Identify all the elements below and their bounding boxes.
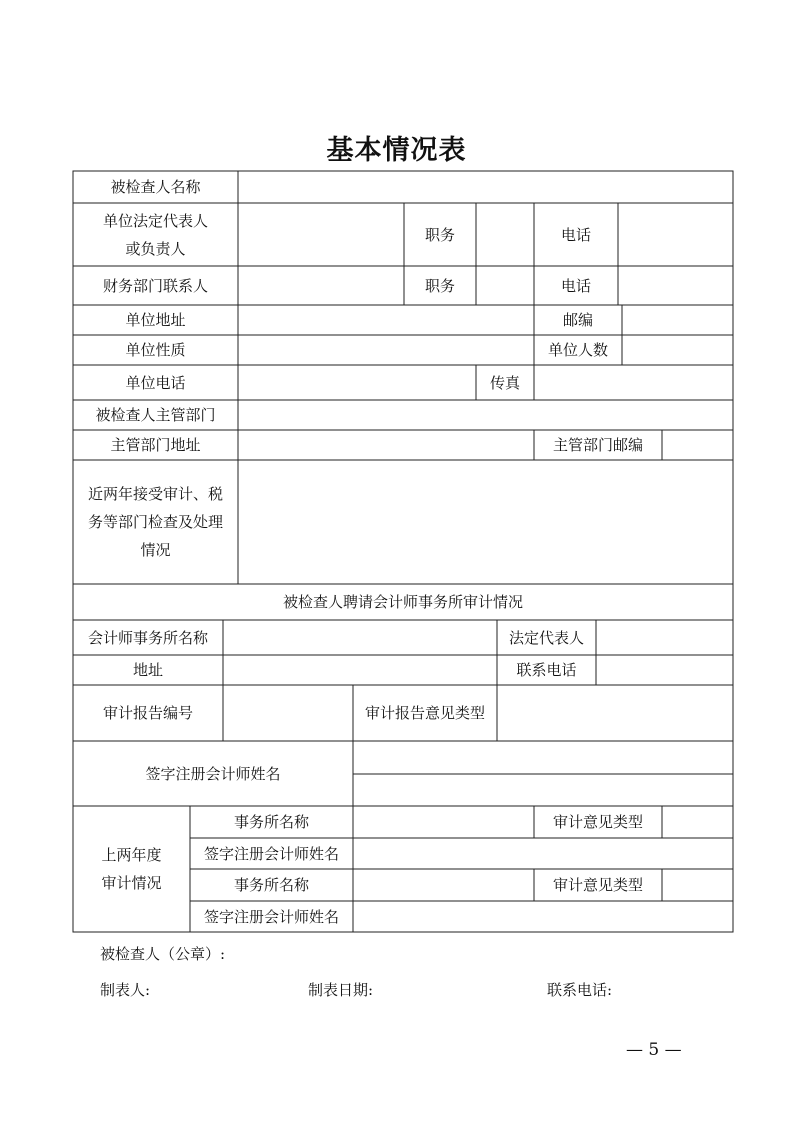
label-legal-rep-phone: 电话 — [560, 225, 591, 244]
label-inspections-line1: 近两年接受审计、税 — [87, 485, 223, 503]
label-prior-opinion-1: 审计意见类型 — [552, 813, 643, 831]
label-prior-cpa-2: 签字注册会计师姓名 — [203, 907, 339, 926]
page-title: 基本情况表 — [326, 135, 467, 166]
label-firm-contact-phone: 联系电话 — [516, 661, 577, 679]
label-firm-name: 会计师事务所名称 — [87, 628, 208, 647]
label-finance-contact: 财务部门联系人 — [102, 276, 208, 295]
audit-section-title: 被检查人聘请会计师事务所审计情况 — [282, 593, 523, 611]
label-headcount: 单位人数 — [547, 341, 608, 359]
label-prior-audit-line1: 上两年度 — [101, 846, 162, 864]
label-unit-phone: 单位电话 — [125, 373, 186, 392]
label-opinion-type: 审计报告意见类型 — [364, 704, 485, 722]
label-finance-phone: 电话 — [560, 276, 591, 295]
label-report-no: 审计报告编号 — [102, 704, 193, 722]
label-inspections-line3: 情况 — [140, 541, 171, 559]
label-legal-rep — [73, 203, 238, 266]
label-finance-position: 职务 — [424, 276, 455, 295]
label-supervisor-postcode: 主管部门邮编 — [552, 436, 643, 454]
label-prior-cpa-1: 签字注册会计师姓名 — [203, 844, 339, 863]
label-postcode: 邮编 — [562, 311, 593, 329]
label-unit-nature: 单位性质 — [125, 341, 186, 359]
label-inspected-name: 被检查人名称 — [110, 178, 201, 196]
label-inspections-line2: 务等部门检查及处理 — [87, 513, 223, 531]
label-inspections — [73, 460, 238, 584]
footer-date: 制表日期: — [308, 981, 374, 999]
label-prior-audit — [73, 806, 190, 932]
footer-phone: 联系电话: — [547, 981, 613, 999]
label-legal-rep-position: 职务 — [424, 225, 455, 244]
label-prior-firm-2: 事务所名称 — [233, 876, 309, 894]
label-legal-rep-line2: 或负责人 — [125, 239, 186, 258]
label-legal-rep-line1: 单位法定代表人 — [102, 211, 208, 230]
label-supervisor-dept: 被检查人主管部门 — [95, 406, 216, 424]
label-firm-legal-rep: 法定代表人 — [508, 628, 584, 647]
page-number: — 5 — — [626, 1040, 682, 1060]
footer-preparer: 制表人: — [100, 981, 151, 999]
label-unit-address: 单位地址 — [125, 311, 186, 329]
label-prior-opinion-2: 审计意见类型 — [552, 876, 643, 894]
label-supervisor-address: 主管部门地址 — [110, 436, 201, 454]
label-prior-firm-1: 事务所名称 — [233, 813, 309, 831]
footer-seal: 被检查人（公章）: — [100, 945, 226, 963]
label-firm-address: 地址 — [132, 661, 163, 679]
label-fax: 传真 — [489, 373, 520, 392]
label-signing-cpa: 签字注册会计师姓名 — [145, 764, 281, 783]
label-prior-audit-line2: 审计情况 — [101, 874, 162, 892]
